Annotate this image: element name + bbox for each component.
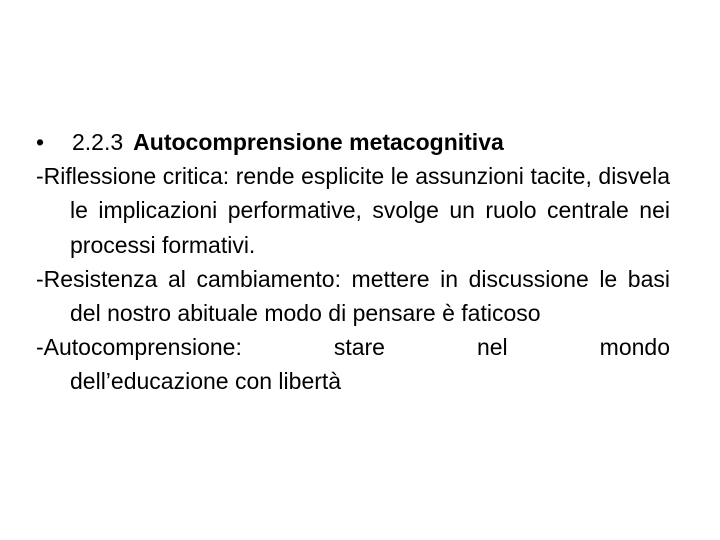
- paragraph-riflessione-critica: -Riflessione critica: rende esplicite le assunzioni tacite, disvela le implicazioni performative, svolge un ruolo centrale nei processi formativi.: [36, 163, 670, 258]
- section-number: 2.2.3: [72, 129, 124, 155]
- bullet-icon: •: [36, 129, 45, 155]
- slide-body: [36, 125, 670, 399]
- paragraph-resistenza-cambiamento: -Resistenza al cambiamento: mettere in discussione le basi del nostro abituale modo di pensare è faticoso: [36, 265, 670, 327]
- paragraph-autocomprensione: -Autocomprensione: stare nel mondo: [36, 334, 670, 361]
- section-title: Autocomprensione metacognitiva: [133, 129, 504, 155]
- paragraph-autocomprensione-continuation: dell’educazione con libertà: [70, 368, 342, 395]
- section-heading: [36, 125, 670, 159]
